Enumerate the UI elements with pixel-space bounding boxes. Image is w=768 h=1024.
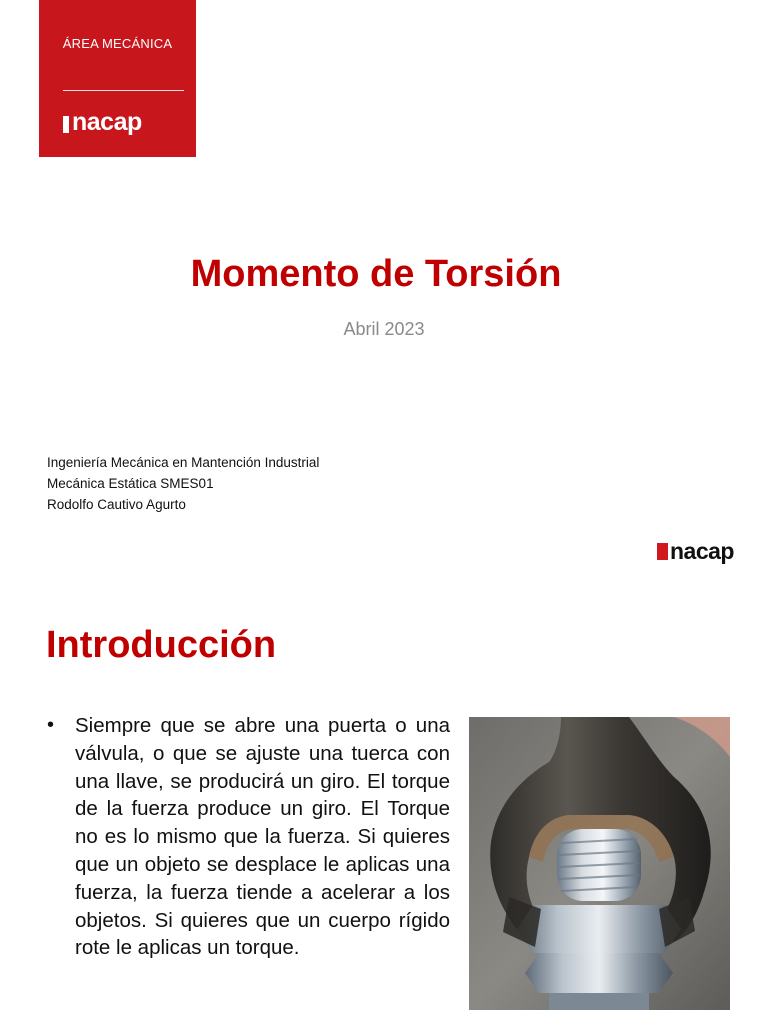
slide-date: Abril 2023 <box>343 319 425 339</box>
author-name: Rodolfo Cautivo Agurto <box>47 497 186 512</box>
wrench-nut-photo <box>469 717 730 1010</box>
corner-logo-text: nacap <box>670 538 734 564</box>
hex-nut-upper <box>517 905 681 953</box>
wrench-nut-illustration <box>469 717 730 1010</box>
corner-inacap-logo <box>657 540 734 562</box>
area-label: ÁREA MECÁNICA <box>62 36 173 51</box>
course-name: Mecánica Estática SMES01 <box>47 476 214 491</box>
bullet-icon: • <box>47 714 55 736</box>
brand-divider <box>63 90 184 91</box>
bolt-base <box>549 993 649 1010</box>
course-info <box>47 452 319 515</box>
intro-title: Introducción <box>46 624 277 666</box>
program-name: Ingeniería Mecánica en Mantención Industrial <box>47 455 320 470</box>
logo-mark-icon <box>63 116 69 133</box>
logo-text: nacap <box>72 108 142 136</box>
inacap-logo <box>63 110 142 134</box>
intro-paragraph: Siempre que se abre una puerta o una válvula, o que se ajuste una tuerca con una llave, se producirá un giro. El torque de la fuerza produce un giro. El Torque no es lo mismo que la fuerza. Si quieres que un objeto se desplace le aplicas una fuerza, la fuerza tiende a acelerar a los objetos. Si quieres que un cuerpo rígido rote le aplicas un torque. <box>75 714 450 960</box>
hex-nut-lower <box>525 953 673 993</box>
brand-block <box>39 0 196 157</box>
slide-title: Momento de Torsión <box>190 253 562 295</box>
intro-slide <box>0 576 768 1024</box>
corner-logo-mark-icon <box>657 543 668 560</box>
